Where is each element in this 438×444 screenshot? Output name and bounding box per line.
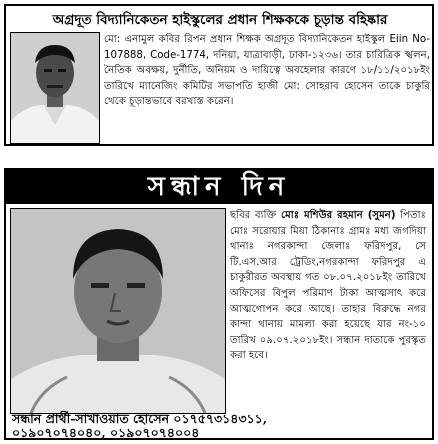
contact-line-1: সন্ধান প্রার্থী-সাখাওয়াত হোসেন ০১৭৫৭৩১৪৩১১, [12,411,268,426]
notice-banner: সন্ধান দিন [6,170,432,204]
notice-body [230,208,426,364]
person-name: মোঃ মশিউর রহমান (সুমন) [281,210,396,221]
notice-body: মো: এনামুল কবির রিপন প্রধান শিক্ষক অগ্রদূত বিদ্যানিকেতন হাইস্কুল Eiin No-107888, Code-1774, দনিয়া, যাত্রাবাড়ী, ঢাকা-১২৩৬। তার চারিত্রিক স্খলন, নৈতিক অবক্ষয়, দুর্নীতি, অনিয়ম ও দায়িত্বে অবহেলার কারণে ১৮/১১/২০১৮ইং তারিখে ম্যানেজিং কমিটির সভাপতি হাজী মো: সোহরাব হোসেন তাকে চাকুরি থেকে চূড়ান্তভাবে বরখাস্ত করেন। [104,34,430,108]
contact-footer [12,412,430,440]
dismissal-notice [4,4,434,146]
missing-person-photo [10,208,226,414]
contact-line-2: ০১৯০৭০৭৪০৪০, ০১৯০৭০৭৪০০৪ [12,425,200,440]
body-intro: ছবির ব্যক্তি [230,210,282,221]
missing-person-notice [4,168,434,440]
notice-headline: অগ্রদূত বিদ্যানিকেতন হাইস্কুলের প্রধান শিক্ষককে চূড়ান্ত বহিষ্কার [52,12,388,28]
headmaster-photo [10,32,100,144]
body-text: পিতাঃ মোঃ সরোয়ার মিয়া ঠিকানাঃ গ্রামঃ মধ্য জগদিয়া থানাঃ নগরকান্দা জেলাঃ ফরিদপুর, সে টি.এস.আর ট্রেডিং,নগরকান্দা ফরিদপুর এ চাকুরীরত অবস্থায় গত ০৮.০৭.২০১৮ইং তারিখে অফিসের বিপুল পরিমাণ টাকা আত্মসাৎ করে আত্মগোপন করে আছে। তাহার বিরুদ্ধে নগর কান্দা থানায় মামলা করা হয়েছে যার নং-১০ তারিখ ০৯.০৭.২০১৮ইং। সন্ধান দাতাকে পুরস্কৃত করা হবে। [230,210,426,362]
